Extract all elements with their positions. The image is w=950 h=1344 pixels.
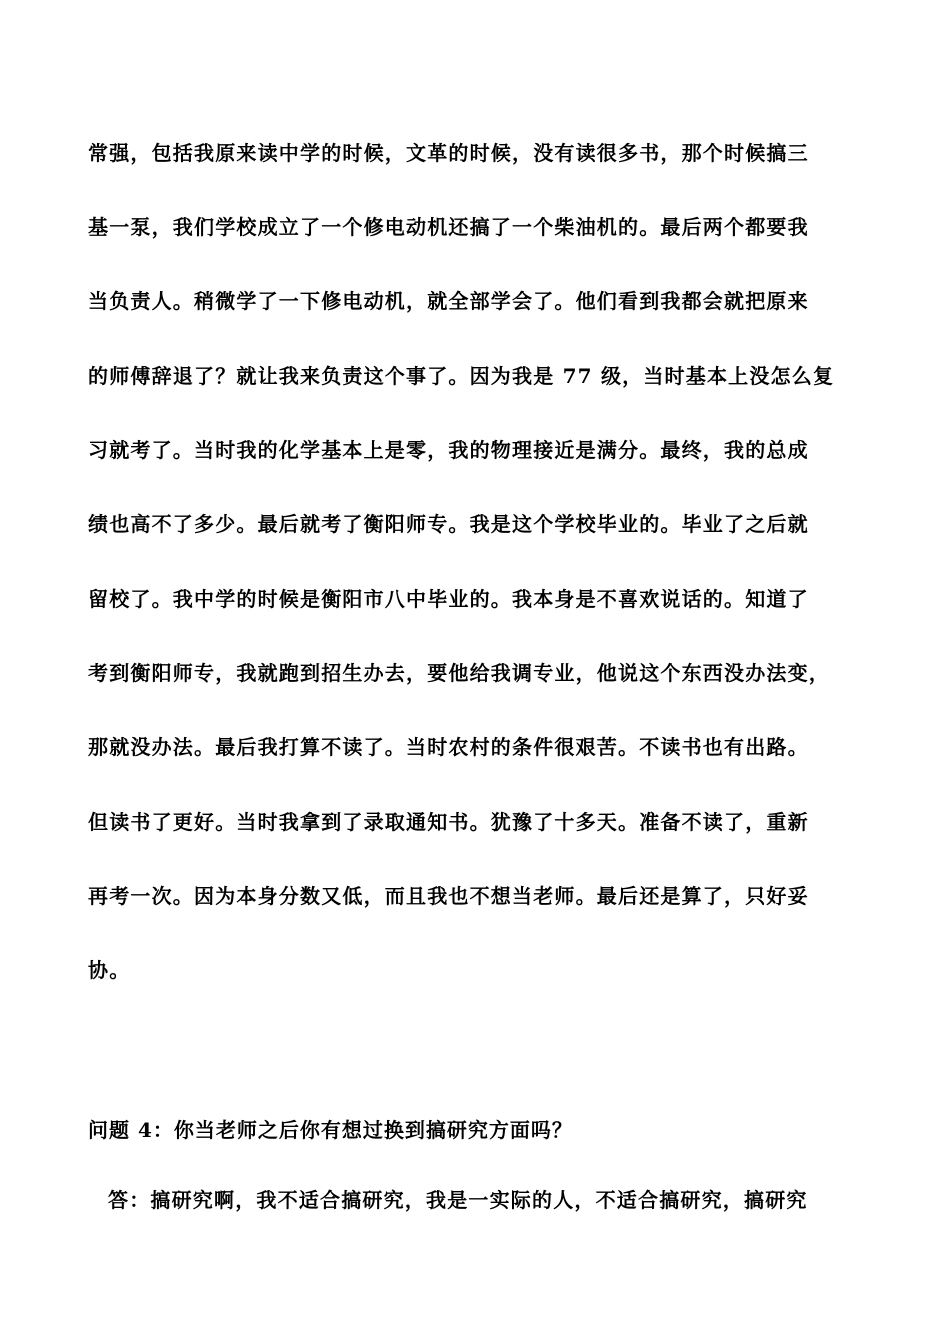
paragraph-line: 基一泵，我们学校成立了一个修电动机还搞了一个柴油机的。最后两个都要我 (88, 215, 809, 239)
paragraph-line: 的师傅辞退了？就让我来负责这个事了。因为我是 77 级，当时基本上没怎么复 (88, 364, 835, 388)
paragraph-line: 考到衡阳师专，我就跑到招生办去，要他给我调专业，他说这个东西没办法变， (88, 661, 830, 685)
paragraph-line: 再考一次。因为本身分数又低，而且我也不想当老师。最后还是算了，只好妥 (88, 884, 809, 908)
paragraph-line: 协。 (88, 958, 131, 982)
paragraph-line: 留校了。我中学的时候是衡阳市八中毕业的。我本身是不喜欢说话的。知道了 (88, 587, 809, 611)
paragraph-line: 常强，包括我原来读中学的时候，文革的时候，没有读很多书，那个时候搞三 (88, 141, 809, 165)
paragraph-line: 习就考了。当时我的化学基本上是零，我的物理接近是满分。最终，我的总成 (88, 438, 809, 462)
paragraph-line: 绩也高不了多少。最后就考了衡阳师专。我是这个学校毕业的。毕业了之后就 (88, 512, 809, 536)
question-heading: 问题 4：你当老师之后你有想过换到搞研究方面吗？ (88, 1118, 573, 1142)
answer-text: 答：搞研究啊，我不适合搞研究，我是一实际的人，不适合搞研究，搞研究 (108, 1188, 808, 1212)
paragraph-line: 那就没办法。最后我打算不读了。当时农村的条件很艰苦。不读书也有出路。 (88, 735, 809, 759)
paragraph-line: 当负责人。稍微学了一下修电动机，就全部学会了。他们看到我都会就把原来 (88, 289, 809, 313)
paragraph-line: 但读书了更好。当时我拿到了录取通知书。犹豫了十多天。准备不读了，重新 (88, 810, 809, 834)
